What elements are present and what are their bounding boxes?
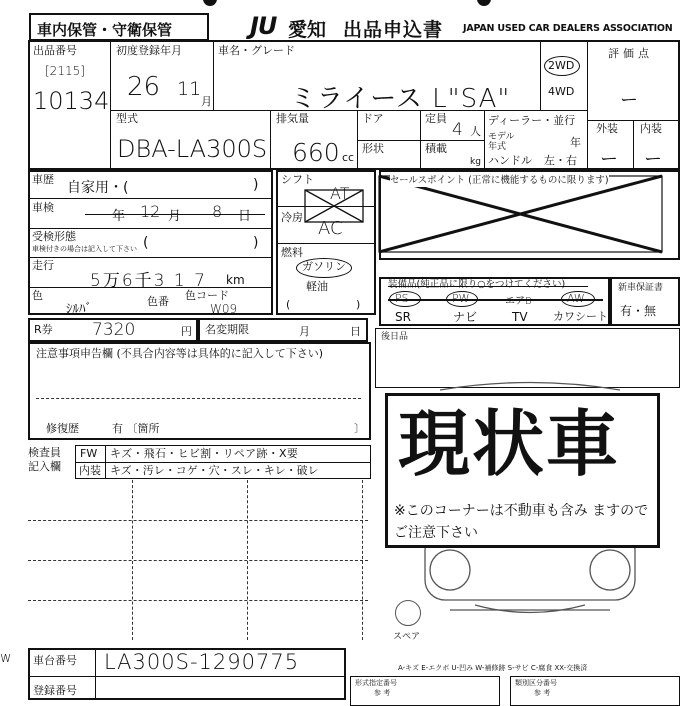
spare-label: スペア xyxy=(393,632,421,642)
equipment-navi: ナビ xyxy=(453,310,478,324)
brand-logo-text: JU xyxy=(250,12,277,40)
shape-label: 形状 xyxy=(362,142,384,155)
reg-no-label: 登録番号 xyxy=(33,684,77,697)
registration-month-unit: 月 xyxy=(201,95,212,108)
recycle-label: R券 xyxy=(34,323,53,336)
inspection-day: 8 xyxy=(212,202,223,221)
equipment-icon-aw: AW xyxy=(567,292,585,305)
fuel-open: ( xyxy=(286,298,291,311)
after-date-label: 後日品 xyxy=(381,332,409,342)
capacity-label: 定員 xyxy=(425,112,447,125)
storage-badge xyxy=(29,13,209,41)
fuel-close: ) xyxy=(356,298,361,311)
equipment-icon-pw: PW xyxy=(452,292,470,305)
equipment-tv: TV xyxy=(512,310,528,324)
recycle-value: 7320 xyxy=(92,320,136,340)
rating-exterior-value: ー xyxy=(600,149,618,170)
rating-interior-label: 内装 xyxy=(640,122,662,135)
top-punch-mark-right xyxy=(477,0,491,6)
aircon-value: AC xyxy=(318,218,343,239)
repair-close: 〕 xyxy=(354,422,365,435)
stamp-title: 現状車 xyxy=(398,402,621,486)
inspector-interior-label: 内装 xyxy=(79,464,101,477)
receive-form-close: ) xyxy=(253,235,259,251)
chassis-label: 車台番号 xyxy=(33,654,77,667)
capacity-unit: 人 xyxy=(470,125,481,138)
receive-form-note: 車検付きの場合は記入して下さい xyxy=(32,245,137,253)
after-date-box xyxy=(375,328,680,388)
registration-year: 26 xyxy=(127,72,161,102)
inspector-label: 検査員 記入欄 xyxy=(28,446,61,473)
inspection-label: 車検 xyxy=(32,201,54,214)
warranty-value: 有・無 xyxy=(620,304,657,318)
drive-4wd: 4WD xyxy=(548,85,575,98)
equipment-leather: カワシート xyxy=(553,310,608,323)
rating-value: ー xyxy=(620,90,638,111)
usage-close: ) xyxy=(253,177,259,193)
mileage-value: 5万6千3 1 7 xyxy=(90,271,207,291)
association-name: JAPAN USED CAR DEALERS ASSOCIATION xyxy=(463,23,673,34)
warranty-label: 新車保証書 xyxy=(618,283,664,293)
registration-label: 初度登録年月 xyxy=(116,44,182,57)
name-change-day: 日 xyxy=(350,325,361,338)
classification-ref: 参 考 xyxy=(534,689,551,697)
model-year-label: モデル 年式 xyxy=(488,132,515,152)
usage-value: 自家用・( xyxy=(67,180,129,196)
usage-label: 車歴 xyxy=(32,173,54,186)
aircon-label: 冷房 xyxy=(281,211,303,224)
rating-exterior-label: 外装 xyxy=(596,122,618,135)
rating-interior-value: ー xyxy=(644,149,662,170)
repair-label: 修復歴 xyxy=(46,422,79,435)
equipment-sr: SR xyxy=(395,310,411,324)
damage-legend: A-キズ E-エクボ U-凹み W-補修跡 S-サビ C-腐食 XX-交換済 xyxy=(398,664,588,672)
displacement-value: 660 xyxy=(292,138,340,167)
equipment-pw-circle xyxy=(446,291,478,307)
displacement-label: 排気量 xyxy=(276,112,309,125)
color-num-label: 色番 xyxy=(147,295,169,308)
name-change-label: 名変期限 xyxy=(205,323,249,336)
car-name-value: ミライース L"SA" xyxy=(290,84,511,114)
inspection-month-unit: 月 xyxy=(168,209,182,224)
spare-box xyxy=(395,600,421,626)
brand-region: 愛知 xyxy=(288,19,327,41)
doors-label: ドア xyxy=(362,112,384,125)
capacity-value: 4 xyxy=(452,120,463,140)
receive-form-label: 受検形態 xyxy=(32,230,76,243)
chassis-value: LA300S-1290775 xyxy=(104,650,300,674)
inspection-day-unit: 日 xyxy=(238,209,252,224)
fuel-label: 燃料 xyxy=(281,246,303,259)
rating-label: 評価点 xyxy=(608,47,653,60)
inspector-fw-label: FW xyxy=(80,447,98,460)
model-value: DBA-LA300S xyxy=(117,135,268,163)
equipment-label: 装備品(純正品に限り○をつけてください) xyxy=(388,279,566,290)
load-label: 積載 xyxy=(425,142,447,155)
designated-ref: 参 考 xyxy=(374,689,391,697)
lot-label: 出品番号 xyxy=(33,44,77,57)
inspector-interior-items: キズ・汚レ・コゲ・穴・スレ・キレ・破レ xyxy=(110,464,319,477)
color-label: 色 xyxy=(32,289,43,302)
inspector-fw-items: キズ・飛石・ヒビ割・リペア跡・X要 xyxy=(110,447,299,460)
top-punch-mark-left xyxy=(203,0,217,6)
equipment-icon-ps: PS xyxy=(395,292,409,305)
equipment-strike xyxy=(388,286,588,287)
inspection-year-unit: 年 xyxy=(112,209,126,224)
current-state-stamp xyxy=(385,393,660,548)
form-title: 出品申込書 xyxy=(343,19,444,41)
fuel-gasoline: ガソリン xyxy=(302,260,346,273)
name-change-month: 月 xyxy=(299,325,310,338)
margin-mark: w xyxy=(0,650,12,666)
repair-value: 有 〔箇所 xyxy=(112,422,160,435)
color-value: ｼﾙﾊﾞ xyxy=(66,302,92,317)
equipment-ps-circle xyxy=(389,291,421,307)
registration-month: 11 xyxy=(177,78,202,100)
dealer-label: ディーラー・並行 xyxy=(488,114,576,127)
selling-point-label: セールスポイント (正常に機能するものに限ります) xyxy=(390,175,609,186)
shift-label: シフト xyxy=(281,173,314,186)
designated-label: 形式指定番号 xyxy=(355,679,397,687)
color-code-value: W09 xyxy=(210,302,238,316)
mileage-unit: km xyxy=(226,273,245,287)
handle-options: 左・右 xyxy=(544,154,577,167)
drive-2wd: 2WD xyxy=(548,59,575,72)
shift-value: AT xyxy=(330,184,350,203)
mileage-label: 走行 xyxy=(32,259,54,272)
load-unit: kg xyxy=(470,157,481,167)
lot-number: 10134 xyxy=(33,87,110,115)
handle-label: ハンドル xyxy=(488,154,532,167)
displacement-unit: cc xyxy=(342,151,355,164)
fuel-diesel: 軽油 xyxy=(306,280,328,293)
inspection-month: 12 xyxy=(140,202,161,221)
stamp-note: ※このコーナーは不動車も含み ますのでご注意下さい xyxy=(394,503,649,541)
equipment-aw-circle xyxy=(561,291,595,307)
brand-logo xyxy=(250,12,276,40)
notes-label: 注意事項申告欄 (不具合内容等は具体的に記入して下さい) xyxy=(36,347,324,360)
classification-label: 類別区分番号 xyxy=(515,679,557,687)
model-label: 型式 xyxy=(116,112,138,125)
recycle-unit: 円 xyxy=(181,325,192,338)
model-year-unit: 年 xyxy=(570,136,581,149)
car-name-label: 車名・グレード xyxy=(218,44,295,57)
color-code-label: 色コード xyxy=(185,289,229,302)
equipment-icon-airbag: エアB xyxy=(505,296,532,307)
storage-badge-text: 車内保管・守衛保管 xyxy=(37,21,173,39)
receive-form-open: ( xyxy=(143,235,149,251)
lot-sub-code: [2115] xyxy=(45,64,85,78)
